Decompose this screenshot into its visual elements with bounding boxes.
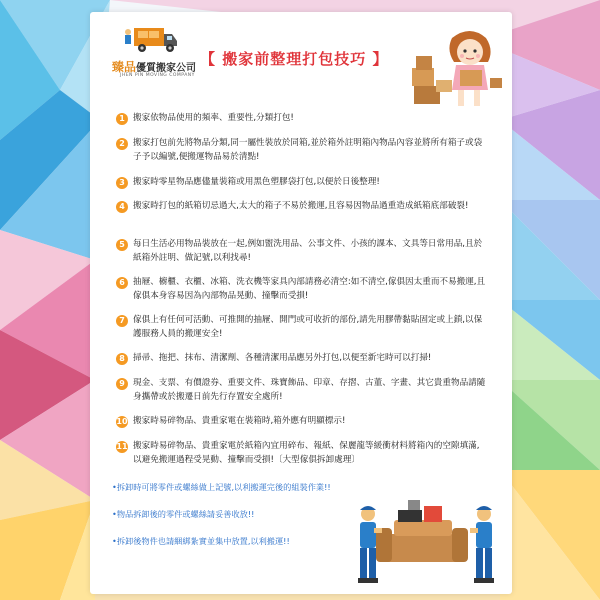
list-item xyxy=(116,200,488,214)
list-item xyxy=(116,238,488,265)
tip-text: •拆卸時可將零件或螺絲做上記號,以利搬運完後的組裝作業!! xyxy=(112,482,331,492)
item-text: 掃帚、拖把、抹布、清潔劑、各種清潔用品應另外打包,以便至新宅時可以打掃! xyxy=(133,353,432,363)
page-title: 【 搬家前整理打包技巧 】 xyxy=(200,50,389,68)
item-number-badge: 8 xyxy=(116,353,128,365)
list-item xyxy=(116,377,488,404)
item-number-badge: 9 xyxy=(116,378,128,390)
movers-carrying-sofa-illustration xyxy=(346,492,506,592)
item-number-badge: 2 xyxy=(116,138,128,150)
item-text: 現金、支票、有價證券、重要文件、珠寶飾品、印章、存摺、古董、字畫、其它貴重物品請隨身攜帶或於搬遷日前先行存置安全處所! xyxy=(133,378,486,402)
tip-text: •物品拆卸後的零件或螺絲請妥善收放!! xyxy=(112,509,255,519)
item-number-badge: 11 xyxy=(116,442,128,451)
item-text: 每日生活必用物品裝放在一起,例如盥洗用品、公事文件、小孩的課本、文具等日常用品,且於紙箱外註明、做記號,以利找尋! xyxy=(133,239,483,263)
brand-subtitle: JHEN PIN MOVING COMPANY xyxy=(120,73,195,78)
item-text: 搬家時易碎物品、貴重家電在裝箱時,箱外應有明顯標示! xyxy=(133,416,346,426)
item-text: 搬家時易碎物品、貴重家電於紙箱內宜用碎布、報紙、保麗龍等緩衝材料將箱內的空隙填滿,以避免搬運過程受晃動、撞擊而受損!〔大型傢俱拆卸處理〕 xyxy=(133,441,480,465)
list-item xyxy=(116,415,488,429)
item-number-badge: 5 xyxy=(116,239,128,251)
item-text: 搬家時打包的紙箱切忌過大,太大的箱子不易於搬運,且容易因物品過重造成紙箱底部破裂! xyxy=(133,201,469,211)
tip-text: •拆卸後物件也請綑綁紮實並集中放置,以利搬運!! xyxy=(112,536,290,546)
truck-icon xyxy=(120,22,182,58)
item-number-badge: 6 xyxy=(116,277,128,289)
item-text: 搬家依物品使用的頻率、重要性,分類打包! xyxy=(133,113,294,123)
content-card xyxy=(90,12,512,594)
list-item xyxy=(116,352,488,366)
list-item xyxy=(116,440,488,467)
item-number-badge: 10 xyxy=(116,417,128,426)
item-number-badge: 4 xyxy=(116,201,128,213)
item-number-badge: 3 xyxy=(116,177,128,189)
girl-with-boxes-illustration xyxy=(412,28,504,112)
brand-accent: 臻品 xyxy=(112,60,137,74)
list-item xyxy=(116,137,488,164)
list-item xyxy=(116,314,488,341)
list-item xyxy=(116,176,488,190)
item-text: 搬家打包前先將物品分類,同一屬性裝放於同箱,並於箱外註明箱內物品內容並將所有箱子或袋子予以編號,便搬運物品易於清點! xyxy=(133,138,483,162)
item-number-badge: 1 xyxy=(116,113,128,125)
item-text: 傢俱上有任何可活動、可推開的抽屜、開門或可收折的部份,請先用膠帶黏貼固定或上鎖,以保護服務人員的搬運安全! xyxy=(133,315,483,339)
item-text: 抽屜、櫥櫃、衣櫃、冰箱、洗衣機等家具內部請務必清空:如不清空,傢俱因太重而不易搬運,且傢俱本身容易因為內部物品晃動、撞擊而受損! xyxy=(133,277,486,301)
item-number-badge: 7 xyxy=(116,315,128,327)
list-item xyxy=(116,112,488,126)
brand-rest: 優質搬家公司 xyxy=(136,63,197,74)
item-text: 搬家時零星物品應儘量裝箱或用黑色塑膠袋打包,以便於日後整理! xyxy=(133,177,380,187)
list-item xyxy=(116,276,488,303)
